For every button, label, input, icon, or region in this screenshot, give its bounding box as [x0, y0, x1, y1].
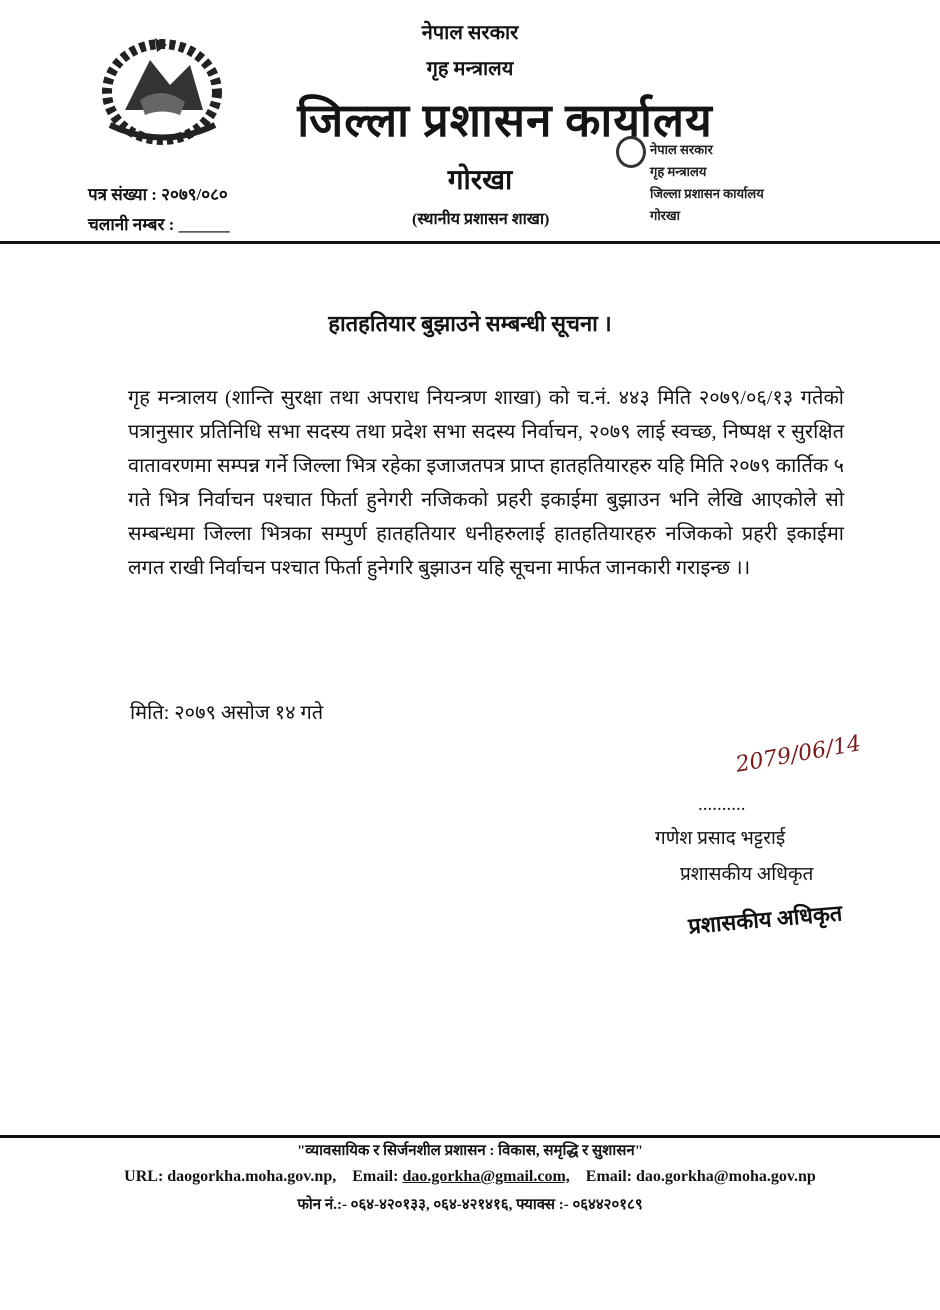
footer-phone: फोन नं.:- ०६४-४२०१३३, ०६४-४२१४१६, फ्याक्स :- ०६४४२०१८९ [297, 1197, 643, 1213]
footer-email2[interactable]: Email: dao.gorkha@moha.gov.np [585, 1168, 816, 1185]
office-title: जिल्ला प्रशासन कार्यालय [297, 95, 713, 146]
footer-contacts [0, 1168, 940, 1186]
notice-body: गृह मन्त्रालय (शान्ति सुरक्षा तथा अपराध नियन्त्रण शाखा) को च.नं. ४४३ मिति २०७९/०६/१३ गतेको पत्रानुसार प्रतिनिधि सभा सदस्य तथा प्रदेश सभा सदस्य निर्वाचन, २०७९ लाई स्वच्छ, निष्पक्ष र सुरक्षित वातावरणमा सम्पन्न गर्ने जिल्ला भित्र रहेका इजाजतपत्र प्राप्त हातहतियारहरु यहि मिति २०७९ कार्तिक ५ गते भित्र निर्वाचन पश्चात फिर्ता हुनेगरी नजिकको प्रहरी इकाईमा बुझाउन भनि लेखि आएकोले सो सम्बन्धमा जिल्ला भित्रका सम्पुर्ण हातहतियार धनीहरुलाई हातहतियारहरु नजिकको प्रहरी इकाईमा लगत राखी निर्वाचन पश्चात फिर्ता हुनेगरि बुझाउन यहि सूचना मार्फत जानकारी गराइन्छ ।। [128, 387, 844, 579]
footer-email1[interactable]: dao.gorkha@gmail.com, [402, 1168, 570, 1185]
footer-email1-label: Email: [352, 1168, 399, 1185]
office-stamp: नेपाल सरकार गृह मन्त्रालय जिल्ला प्रशासन कार्यालय गोरखा [650, 132, 820, 242]
branch-name: (स्थानीय प्रशासन शाखा) [412, 211, 550, 228]
header-divider [0, 241, 940, 244]
footer-motto: "व्यावसायिक र सिर्जनशील प्रशासन : विकास, समृद्धि र सुशासन" [296, 1143, 644, 1159]
nepal-emblem-icon [95, 30, 230, 145]
government-name: नेपाल सरकार [421, 22, 519, 44]
handwritten-signature: 2079/06/14 [733, 731, 864, 778]
footer-divider [0, 1135, 940, 1138]
district-name: गोरखा [447, 165, 513, 196]
notice-subject: हातहतियार बुझाउने सम्बन्धी सूचना । [328, 311, 612, 336]
ministry-name: गृह मन्त्रालय [426, 58, 514, 80]
signature-dots: .......... [698, 794, 746, 815]
signatory-designation: प्रशासकीय अधिकृत [680, 864, 814, 885]
letter-number: पत्र संख्या : २०७९/०८० [88, 185, 228, 204]
dispatch-number: चलानी नम्बर : ______ [88, 215, 230, 234]
notice-date: मिति: २०७९ असोज १४ गते [130, 702, 324, 724]
footer-url[interactable]: URL: daogorkha.moha.gov.np, [124, 1168, 337, 1185]
designation-stamp: प्रशासकीय अधिकृत [687, 900, 844, 939]
stamp-emblem-icon [616, 136, 646, 168]
signatory-name: गणेश प्रसाद भट्टराई [655, 828, 786, 849]
